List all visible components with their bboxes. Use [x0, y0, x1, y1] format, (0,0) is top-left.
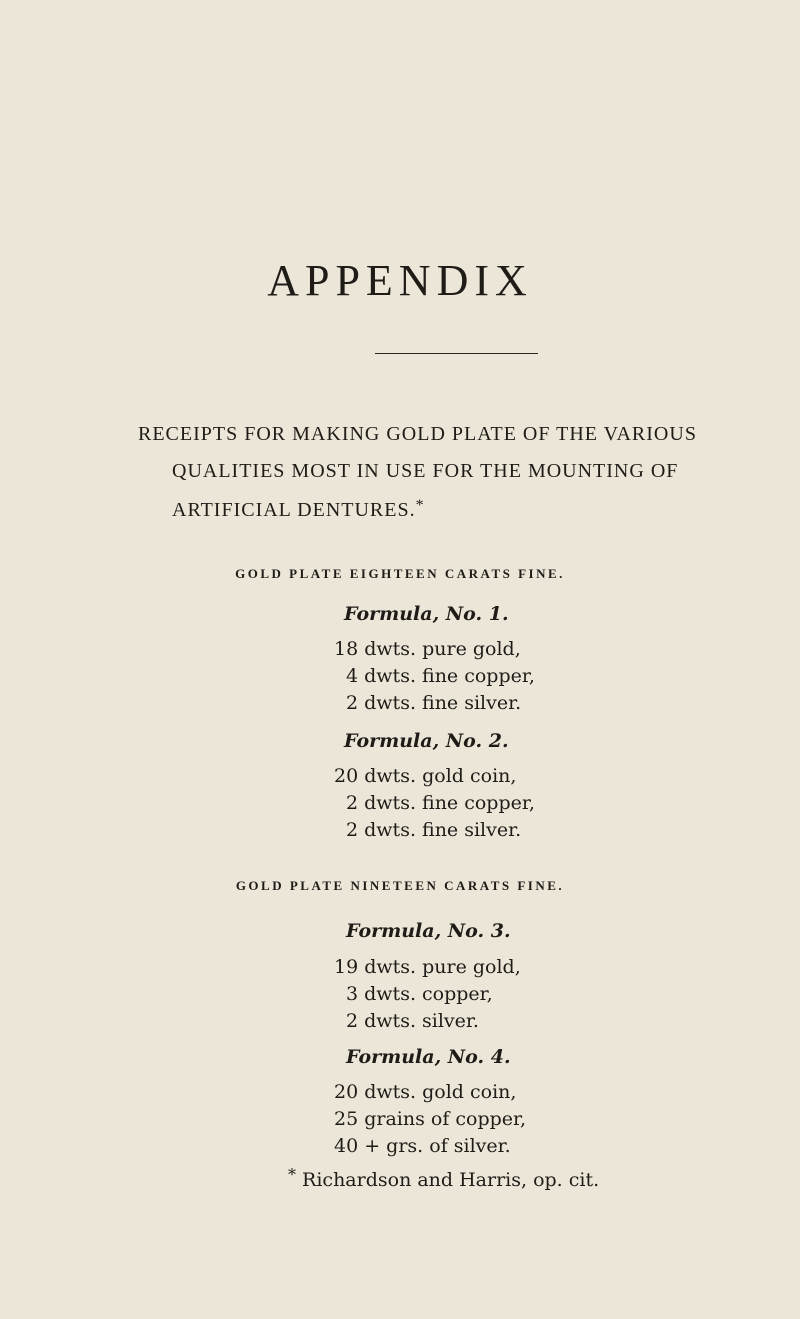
formula-4-title: Formula, No. 4. [346, 1046, 511, 1068]
formula-4-line-3: 40 + grs. of silver. [334, 1135, 511, 1157]
formula-2-line-1: 20 dwts. gold coin, [334, 765, 517, 787]
formula-4-line-2: 25 grains of copper, [334, 1108, 527, 1130]
heading-line-2: QUALITIES MOST IN USE FOR THE MOUNTING OF [172, 460, 679, 482]
footnote [288, 1165, 599, 1191]
formula-1-line-3: 2 dwts. fine silver. [346, 692, 522, 714]
formula-3-line-1: 19 dwts. pure gold, [334, 956, 521, 978]
page-title: APPENDIX [267, 256, 533, 305]
footnote-marker: * [415, 497, 425, 514]
heading-line-3 [172, 497, 800, 522]
formula-3-title: Formula, No. 3. [346, 920, 511, 942]
formula-2-line-2: 2 dwts. fine copper, [346, 792, 535, 814]
heading-line-3-text: ARTIFICIAL DENTURES. [172, 499, 416, 521]
formula-4-line-1: 20 dwts. gold coin, [334, 1081, 517, 1103]
formula-1-line-1: 18 dwts. pure gold, [334, 638, 521, 660]
formula-1-title: Formula, No. 1. [344, 603, 509, 625]
section-title-nineteen-carats: GOLD PLATE NINETEEN CARATS FINE. [235, 878, 565, 893]
formula-2-line-3: 2 dwts. fine silver. [346, 819, 522, 841]
footnote-text: Richardson and Harris, op. cit. [302, 1169, 600, 1191]
footnote-star: * [288, 1165, 296, 1184]
heading-line-1: RECEIPTS FOR MAKING GOLD PLATE OF THE VARIOUS [138, 423, 697, 445]
formula-2-title: Formula, No. 2. [344, 730, 509, 752]
formula-1-line-2: 4 dwts. fine copper, [346, 665, 535, 687]
formula-3-line-3: 2 dwts. silver. [346, 1010, 479, 1032]
section-title-eighteen-carats: GOLD PLATE EIGHTEEN CARATS FINE. [235, 566, 565, 581]
formula-3-line-2: 3 dwts. copper, [346, 983, 493, 1005]
title-rule [375, 353, 538, 354]
